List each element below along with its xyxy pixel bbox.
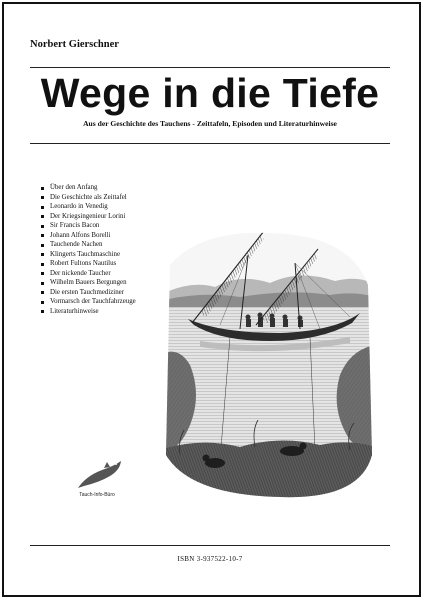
toc-item: Über den Anfang — [41, 183, 171, 193]
toc-item: Literaturhinweise — [41, 307, 171, 317]
toc-item: Vormarsch der Tauchfahrzeuge — [41, 297, 171, 307]
bottom-rule — [30, 545, 390, 546]
book-title: Wege in die Tiefe — [40, 70, 380, 116]
isbn: ISBN 3-937522-10-7 — [177, 555, 243, 563]
author-name: Norbert Gierschner — [30, 39, 119, 50]
toc-item: Sir Francis Bacon — [41, 221, 171, 231]
table-of-contents — [41, 183, 171, 316]
toc-item: Johann Alfons Borelli — [41, 231, 171, 241]
toc-item: Der nickende Taucher — [41, 269, 171, 279]
toc-item: Leonardo in Venedig — [41, 202, 171, 212]
logo-label: Tauch-Info-Büro — [79, 492, 115, 498]
toc-item: Die Geschichte als Zeittafel — [41, 193, 171, 203]
toc-item: Der Kriegsingenieur Lorini — [41, 212, 171, 222]
toc-item: Klingerts Tauchmaschine — [41, 250, 171, 260]
toc-item: Robert Fultons Nautilus — [41, 259, 171, 269]
book-subtitle: Aus der Geschichte des Tauchens - Zeittafeln, Episoden und Literaturhinweise — [83, 119, 337, 128]
fish-logo-icon — [74, 458, 126, 490]
sailboat-diver-engraving — [160, 225, 375, 505]
toc-item: Wilhelm Bauers Bergungen — [41, 278, 171, 288]
toc-item: Die ersten Tauchmediziner — [41, 288, 171, 298]
subtitle-rule — [30, 143, 390, 144]
toc-item: Tauchende Nachen — [41, 240, 171, 250]
top-rule — [30, 67, 390, 68]
